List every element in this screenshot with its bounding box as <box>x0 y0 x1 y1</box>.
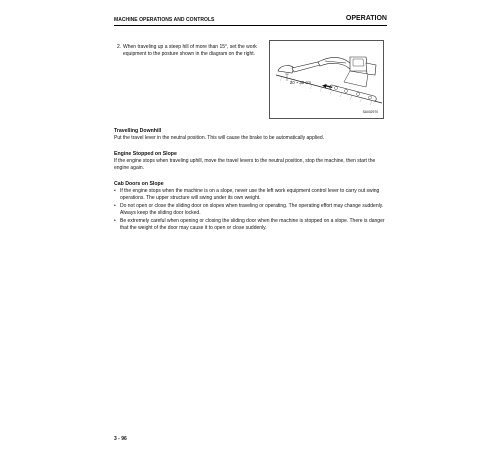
step-number: 2. <box>117 44 122 50</box>
excavator-slope-diagram <box>269 40 384 119</box>
page-number: 3 - 96 <box>114 436 127 442</box>
bullet-marker: • <box>114 202 116 209</box>
figure-code: SA002970 <box>362 110 378 114</box>
section-header: MACHINE OPERATIONS AND CONTROLS <box>114 17 215 23</box>
traveling-downhill-text: Put the travel lever in the neutral position. This will cause the brake to be automatically applied. <box>114 135 325 141</box>
excavator-illustration <box>270 41 385 120</box>
header-rule <box>114 25 387 26</box>
list-item-text: Do not open or close the sliding door on slopes when traveling or operating. The operating effort may change suddenly. <box>120 202 384 209</box>
bullet-marker: • <box>114 188 116 194</box>
chapter-header: OPERATION <box>345 15 387 22</box>
list-item <box>114 218 386 233</box>
uphill-step-2 <box>117 44 269 58</box>
list-item-text: Be extremely careful when opening or closing the sliding door when the machine is stopped on a slope. There is danger that the weight of the door may cause it to open or close suddenly. <box>120 217 385 232</box>
traveling-downhill-heading: Travelling Downhill <box>114 128 162 134</box>
step-text: When traveling up a steep hill of more than 15°, set the work equipment to the posture shown in the diagram on the right. <box>123 44 257 58</box>
bullet-marker: • <box>114 217 116 224</box>
engine-stopped-heading: Engine Stopped on Slope <box>114 151 177 157</box>
list-item-text: Always keep the sliding door locked. <box>120 210 201 217</box>
cab-doors-heading: Cab Doors on Slope <box>114 181 164 187</box>
list-item-text: If the engine stops when the machine is on a slope, never use the left work equipment control lever to carry out swing operations. The upper structure will swing under its own weight. <box>120 188 380 202</box>
engine-stopped-text: If the engine stops when traveling uphill, move the travel levers to the neutral position, stop the machine, then start the engine again. <box>114 158 376 172</box>
dimension-label: 20 ~ 30 cm <box>290 80 311 85</box>
list-item <box>114 203 386 218</box>
cab-doors-list <box>114 188 386 232</box>
list-item <box>114 188 386 203</box>
